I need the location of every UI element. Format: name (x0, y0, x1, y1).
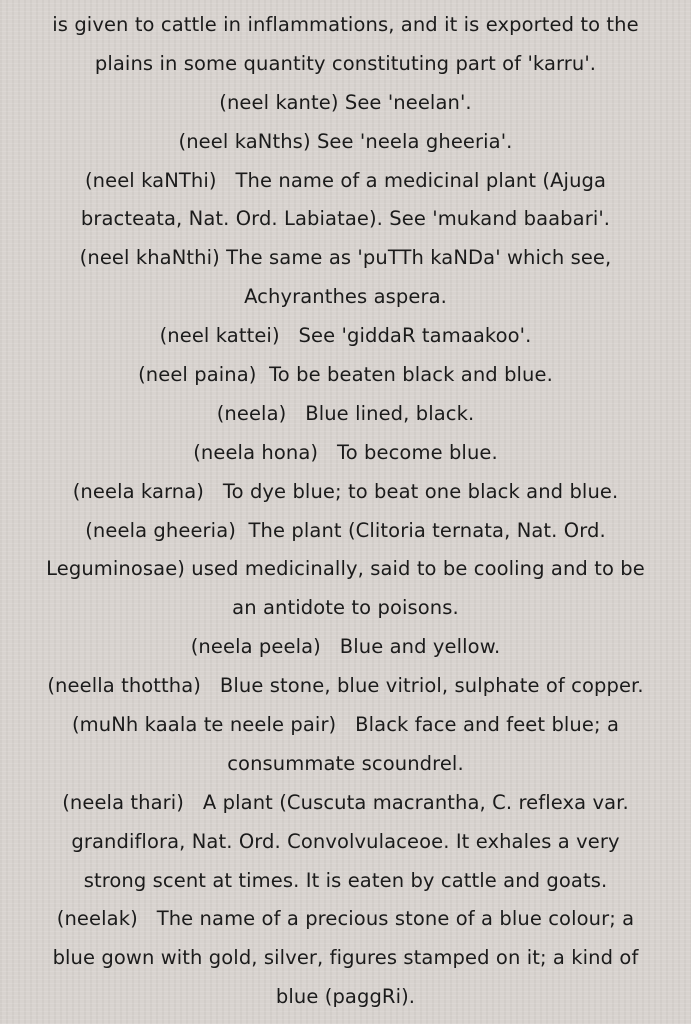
text-line: an antidote to poisons. (232, 596, 459, 620)
entry-munh-kaala-te-neele-pair: (muNh kaala te neele pair) Black face and feet blue; a (71, 713, 620, 737)
entry-neel-kanthi: (neel kaNThi) The name of a medicinal plant (Ajuga (84, 168, 607, 192)
text-line: Leguminosae) used medicinally, said to be cooling and to be (46, 557, 645, 581)
text-line: plains in some quantity constituting part of 'karru'. (94, 51, 597, 75)
entry-neella-thottha: (neella thottha) Blue stone, blue vitriol, sulphate of copper. (47, 674, 644, 698)
text-line: consummate scoundrel. (227, 751, 464, 775)
entry-neela-thari: (neela thari) A plant (Cuscuta macrantha, C. reflexa var. (62, 790, 629, 814)
entry-neel-paina: (neel paina) To be beaten black and blue. (138, 363, 553, 387)
text-line: is given to cattle in inflammations, and it is exported to the (52, 13, 639, 36)
text-line: strong scent at times. It is eaten by cattle and goats. (83, 868, 608, 892)
entry-neela-peela: (neela peela) Blue and yellow. (190, 635, 501, 659)
entry-neela: (neela) Blue lined, black. (216, 401, 475, 425)
text-line: blue (paggRi). (275, 985, 416, 1009)
entry-neela-gheeria: (neela gheeria) The plant (Clitoria ternata, Nat. Ord. (85, 518, 606, 542)
text-line: blue gown with gold, silver, figures stamped on it; a kind of (52, 946, 639, 970)
entry-neel-kante: (neel kante) See 'neelan'. (219, 90, 472, 114)
entry-neela-karna: (neela karna) To dye blue; to beat one black and blue. (72, 479, 619, 503)
entry-neel-kattei: (neel kattei) See 'giddaR tamaakoo'. (159, 324, 532, 348)
text-line: bracteata, Nat. Ord. Labiatae). See 'mukand baabari'. (80, 207, 611, 231)
entry-neela-hona: (neela hona) To become blue. (193, 440, 498, 464)
text-line: grandiflora, Nat. Ord. Convolvulaceoe. It exhales a very (71, 829, 620, 853)
entry-neelak: (neelak) The name of a precious stone of a blue colour; a (56, 907, 635, 931)
text-line: Achyranthes aspera. (244, 285, 447, 309)
entry-neel-kanths: (neel kaNths) See 'neela gheeria'. (178, 129, 513, 153)
entry-neel-khanthi: (neel khaNthi) The same as 'puTTh kaNDa' which see, (79, 246, 612, 270)
